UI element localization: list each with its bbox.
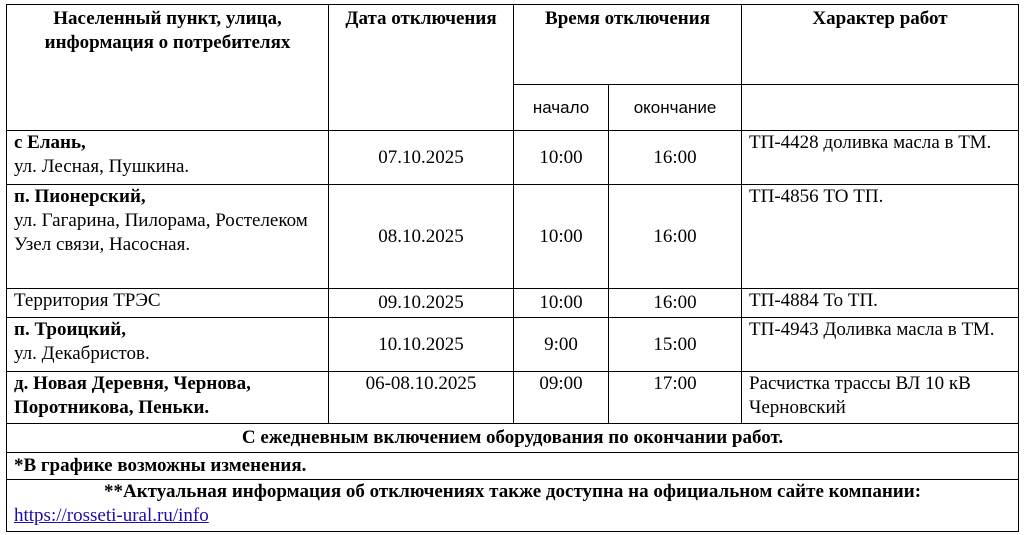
table-row bbox=[7, 185, 1019, 289]
work-cell: ТП-4856 ТО ТП. bbox=[742, 185, 1019, 289]
note-row bbox=[7, 424, 1019, 453]
place-details: ул. Гагарина, Пилорама, Ростелеком Узел связи, Насосная. bbox=[14, 210, 308, 255]
start-cell: 10:00 bbox=[514, 185, 609, 289]
end-cell: 16:00 bbox=[609, 131, 742, 185]
work-cell: ТП-4428 доливка масла в ТМ. bbox=[742, 131, 1019, 185]
header-time-start: начало bbox=[514, 85, 609, 131]
place-details: ул. Декабристов. bbox=[14, 343, 150, 364]
header-work: Характер работ bbox=[742, 5, 1019, 85]
info-note bbox=[7, 480, 1019, 532]
header-date: Дата отключения bbox=[329, 5, 514, 131]
place-name: д. Новая Деревня, Чернова, Поротникова, Пеньки. bbox=[14, 373, 251, 418]
date-cell: 10.10.2025 bbox=[329, 318, 514, 372]
place-details: ул. Лесная, Пушкина. bbox=[14, 156, 190, 177]
end-cell: 16:00 bbox=[609, 185, 742, 289]
start-cell: 09:00 bbox=[514, 372, 609, 424]
date-cell: 07.10.2025 bbox=[329, 131, 514, 185]
start-cell: 10:00 bbox=[514, 131, 609, 185]
end-cell: 17:00 bbox=[609, 372, 742, 424]
daily-note: С ежедневным включением оборудования по окончании работ. bbox=[7, 424, 1019, 453]
note-row bbox=[7, 453, 1019, 480]
rosseti-link[interactable]: https://rosseti-ural.ru/info bbox=[14, 505, 209, 526]
note-row bbox=[7, 480, 1019, 532]
header-time-end: окончание bbox=[609, 85, 742, 131]
header-time: Время отключения bbox=[514, 5, 742, 85]
place-details: Территория ТРЭС bbox=[14, 290, 161, 311]
location-cell bbox=[7, 289, 329, 318]
work-cell: ТП-4943 Доливка масла в ТМ. bbox=[742, 318, 1019, 372]
location-cell bbox=[7, 185, 329, 289]
header-work-empty bbox=[742, 85, 1019, 131]
start-cell: 9:00 bbox=[514, 318, 609, 372]
location-cell bbox=[7, 372, 329, 424]
changes-note: *В графике возможны изменения. bbox=[7, 453, 1019, 480]
date-cell: 09.10.2025 bbox=[329, 289, 514, 318]
header-location: Населенный пункт, улица, информация о потребителях bbox=[7, 5, 329, 131]
outage-schedule-table bbox=[6, 4, 1019, 532]
end-cell: 15:00 bbox=[609, 318, 742, 372]
header-row bbox=[7, 5, 1019, 85]
start-cell: 10:00 bbox=[514, 289, 609, 318]
place-name: с Елань, bbox=[14, 132, 86, 153]
date-cell: 08.10.2025 bbox=[329, 185, 514, 289]
location-cell bbox=[7, 131, 329, 185]
place-name: п. Пионерский, bbox=[14, 186, 146, 207]
end-cell: 16:00 bbox=[609, 289, 742, 318]
place-name: п. Троицкий, bbox=[14, 319, 126, 340]
table-row bbox=[7, 289, 1019, 318]
location-cell bbox=[7, 318, 329, 372]
date-cell: 06-08.10.2025 bbox=[329, 372, 514, 424]
table-row bbox=[7, 372, 1019, 424]
table-row bbox=[7, 131, 1019, 185]
work-cell: Расчистка трассы ВЛ 10 кВ Черновский bbox=[742, 372, 1019, 424]
info-text: **Актуальная информация об отключениях также доступна на официальном сайте компании: bbox=[103, 481, 922, 502]
table-row bbox=[7, 318, 1019, 372]
work-cell: ТП-4884 То ТП. bbox=[742, 289, 1019, 318]
